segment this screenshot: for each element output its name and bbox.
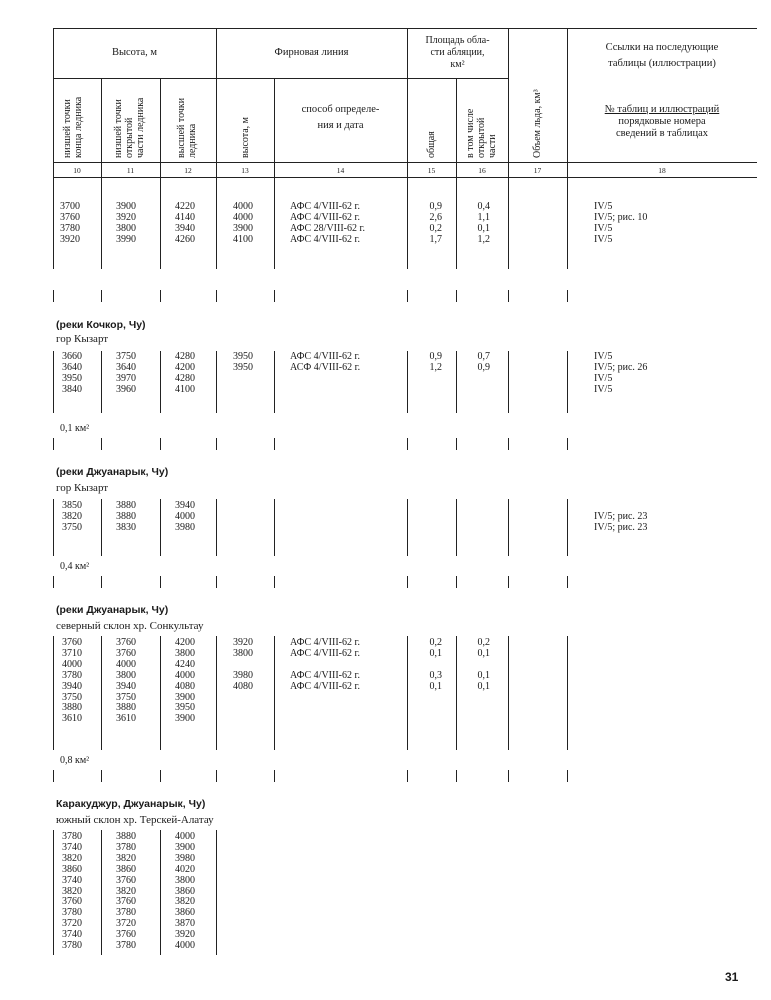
cell-lowest-end: 3780 3740 3820 3860 3740 3820 3760 3780 3720 3740 3780 [62,831,82,952]
header-ice-volume: Объем льда, км³ [532,89,543,158]
cell-highest: 4200 3800 4240 4000 4080 3900 3950 3900 [175,637,195,725]
cell-lowest-open: 3880 3880 3830 [116,500,136,533]
col-num-16: 16 [478,166,486,175]
header-firn-method: способ определе- ния и дата [301,104,380,131]
header-ablation-group: Площадь обла- сти абляции, км² [425,35,490,70]
section-subtitle: гор Кызарт [56,333,109,345]
header-highest: высшей точки ледника [176,97,198,158]
section-title: (реки Кочкор, Чу) [56,319,146,331]
col-num-10: 10 [73,166,81,175]
header-refs-sub2: порядковые номера сведений в таблицах [616,116,708,139]
section-area: 0,4 км² [60,561,90,572]
cell-firn-height: 3920 3800 3980 4080 [233,637,253,692]
cell-lowest-end: 3660 3640 3950 3840 [62,351,82,395]
cell-firn-method: АФС 4/VIII-62 г. АФС 4/VIII-62 г. АФС 28/VIII-62 г. АФС 4/VIII-62 г. [290,201,365,245]
page-number: 31 [725,970,739,984]
section-area: 0,1 км² [60,423,90,434]
cell-refs: IV/5 IV/5; рис. 10 IV/5 IV/5 [594,201,648,245]
cell-ablation-total: 0,9 1,2 [429,351,442,373]
header-refs-group: Ссылки на последующие таблицы (иллюстрации) [605,42,719,69]
col-num-15: 15 [427,166,436,175]
cell-highest: 4000 3900 3980 4020 3800 3860 3820 3860 3870 3920 4000 [175,831,195,952]
col-num-13: 13 [241,166,249,175]
section-title: (реки Джуанарык, Чу) [56,604,169,616]
col-num-17: 17 [533,166,542,175]
cell-firn-method: АФС 4/VIII-62 г. АФС 4/VIII-62 г. АФС 4/VIII-62 г. АФС 4/VIII-62 г. [290,637,360,692]
cell-ablation-total: 0,9 2,6 0,2 1,7 [429,201,442,245]
section-subtitle: гор Кызарт [56,482,109,494]
section-subtitle: северный склон хр. Сонкультау [56,620,204,632]
cell-lowest-end: 3760 3710 4000 3780 3940 3750 3880 3610 [62,637,82,725]
col-num-12: 12 [184,166,192,175]
cell-ablation-open: 0,2 0,1 0,1 0,1 [477,637,490,692]
cell-firn-height: 4000 4000 3900 4100 [233,201,253,245]
cell-lowest-open: 3900 3920 3800 3990 [116,201,136,245]
cell-lowest-end: 3700 3760 3780 3920 [60,201,80,245]
col-num-18: 18 [658,166,666,175]
header-firn-group: Фирновая линия [274,47,349,58]
col-num-14: 14 [336,166,345,175]
cell-lowest-open: 3760 3760 4000 3800 3940 3750 3880 3610 [116,637,136,725]
section-subtitle: южный склон хр. Терскей-Алатау [56,814,214,826]
cell-highest: 3940 4000 3980 [175,500,195,533]
cell-ablation-total: 0,2 0,1 0,3 0,1 [429,637,442,692]
cell-highest: 4220 4140 3940 4260 [175,201,195,245]
cell-refs: IV/5; рис. 23 IV/5; рис. 23 [594,510,648,533]
header-refs-sub1: № таблиц и иллюстраций [604,104,720,115]
header-lowest-end: низшей точки конца ледника [62,96,84,158]
cell-lowest-end: 3850 3820 3750 [62,500,82,533]
header-lowest-open: низшей точки открытой части ледника [113,97,146,158]
cell-lowest-open: 3750 3640 3970 3960 [116,351,136,395]
cell-refs: IV/5 IV/5; рис. 26 IV/5 IV/5 [594,351,648,395]
section-area: 0,8 км² [60,755,90,766]
cell-highest: 4280 4200 4280 4100 [175,351,195,395]
cell-ablation-open: 0,7 0,9 [477,351,490,373]
section-title: Каракуджур, Джуанарык, Чу) [56,798,206,810]
header-ablation-open: в том числе открытой части [465,108,498,158]
cell-firn-method: АФС 4/VIII-62 г. АСФ 4/VIII-62 г. [290,351,361,373]
header-ablation-total: общая [426,131,437,158]
cell-lowest-open: 3880 3780 3820 3860 3760 3820 3760 3780 3720 3760 3780 [116,831,136,952]
header-firn-height: высота, м [240,116,251,158]
header-height-group: Высота, м [111,47,158,58]
cell-firn-height: 3950 3950 [233,351,253,373]
section-title: (реки Джуанарык, Чу) [56,466,169,478]
col-num-11: 11 [126,166,135,175]
cell-ablation-open: 0,4 1,1 0,1 1,2 [477,201,490,245]
